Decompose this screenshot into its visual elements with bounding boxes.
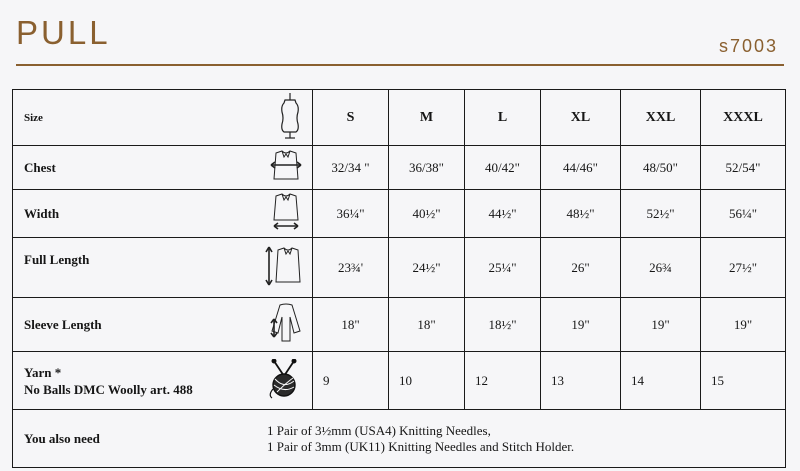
- table-cell: 24½": [389, 238, 465, 298]
- yarn-label-line2: No Balls DMC Woolly art. 488: [24, 381, 193, 397]
- yarn-label: [24, 364, 193, 398]
- yarn-ball-icon: [264, 359, 304, 403]
- table-cell: 32/34 ": [313, 146, 389, 190]
- length-measure-icon: [264, 244, 304, 292]
- row-label: Sleeve Length: [24, 316, 102, 332]
- size-header-m: M: [389, 90, 465, 146]
- size-label-cell: [13, 90, 313, 146]
- row-label: Chest: [24, 159, 56, 175]
- table-cell: 26¾: [621, 238, 701, 298]
- table-cell: 44½": [465, 190, 541, 238]
- also-need-label: You also need: [24, 430, 100, 446]
- table-cell: 27½": [701, 238, 786, 298]
- table-cell: 19": [541, 298, 621, 352]
- table-cell: 36¼": [313, 190, 389, 238]
- sleeve-length-label-cell: [13, 298, 313, 352]
- yarn-cell: 14: [621, 352, 701, 410]
- table-cell: 18½": [465, 298, 541, 352]
- yarn-label-cell: [13, 352, 313, 410]
- table-cell: 25¼": [465, 238, 541, 298]
- pattern-code: s7003: [718, 36, 778, 56]
- chest-measure-icon: [268, 149, 304, 187]
- table-cell: 26": [541, 238, 621, 298]
- size-header-xl: XL: [541, 90, 621, 146]
- width-measure-icon: [268, 192, 304, 236]
- yarn-label-line1: Yarn *: [24, 364, 62, 380]
- yarn-cell: 13: [541, 352, 621, 410]
- table-cell: 52/54": [701, 146, 786, 190]
- sleeve-measure-icon: [268, 301, 304, 349]
- table-cell: 36/38": [389, 146, 465, 190]
- also-need-cell: [13, 410, 786, 468]
- width-label-cell: [13, 190, 313, 238]
- size-label: Size: [24, 111, 43, 124]
- table-cell: 44/46": [541, 146, 621, 190]
- yarn-cell: 9: [313, 352, 389, 410]
- table-row: [13, 238, 786, 298]
- size-header-xxxl: XXXL: [701, 90, 786, 146]
- table-cell: 19": [701, 298, 786, 352]
- size-header-xxl: XXL: [621, 90, 701, 146]
- row-label: Full Length: [24, 252, 90, 268]
- yarn-cell: 12: [465, 352, 541, 410]
- chest-label-cell: [13, 146, 313, 190]
- size-header-s: S: [313, 90, 389, 146]
- table-cell: 18": [389, 298, 465, 352]
- table-cell: 40½": [389, 190, 465, 238]
- page-title: PULL: [16, 14, 111, 51]
- yarn-cell: 10: [389, 352, 465, 410]
- table-row: [13, 298, 786, 352]
- table-row: [13, 190, 786, 238]
- full-length-label-cell: [13, 238, 313, 298]
- yarn-cell: 15: [701, 352, 786, 410]
- table-cell: 48/50": [621, 146, 701, 190]
- also-need-row: [13, 410, 786, 468]
- dress-form-icon: [276, 92, 304, 144]
- size-table: [12, 89, 786, 468]
- size-row: [13, 90, 786, 146]
- row-label: Width: [24, 205, 60, 221]
- table-cell: 19": [621, 298, 701, 352]
- table-cell: 23¾': [313, 238, 389, 298]
- also-need-line1: 1 Pair of 3½mm (USA4) Knitting Needles,: [267, 422, 491, 438]
- also-need-line2: 1 Pair of 3mm (UK11) Knitting Needles and Stitch Holder.: [267, 438, 575, 454]
- table-cell: 48½": [541, 190, 621, 238]
- table-row: [13, 146, 786, 190]
- yarn-row: [13, 352, 786, 410]
- table-cell: 56¼": [701, 190, 786, 238]
- header-rule: [16, 64, 784, 66]
- table-cell: 40/42": [465, 146, 541, 190]
- table-cell: 52½": [621, 190, 701, 238]
- size-header-l: L: [465, 90, 541, 146]
- table-cell: 18": [313, 298, 389, 352]
